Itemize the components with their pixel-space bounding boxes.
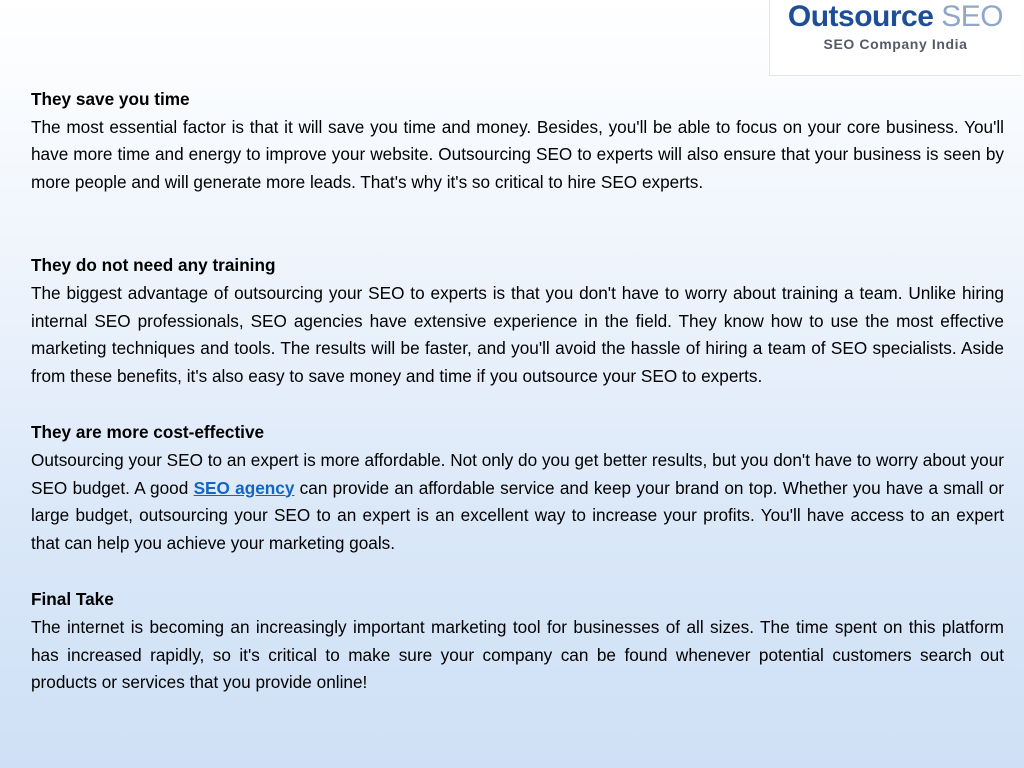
paragraph-text: can provide an affordable service and keep your brand on top. Whether you have a small or large budget, outsourcing your SEO to an expert is an excellent way to increase your profits. You'll have access to an expert that can help you achieve your marketing goals. <box>31 477 1004 553</box>
section-heading: They are more cost-effective <box>31 422 265 443</box>
section-heading: They do not need any training <box>31 255 276 276</box>
section-heading: They save you time <box>31 89 190 109</box>
spacer <box>31 390 1004 419</box>
section-heading: Final Take <box>31 589 114 610</box>
seo-agency-link[interactable]: SEO agency <box>193 477 295 498</box>
spacer <box>31 557 1004 586</box>
section-save-time <box>31 86 1004 196</box>
section-cost-effective <box>31 419 1004 557</box>
spacer <box>31 196 1004 252</box>
paragraph-text: Outsourcing your SEO to an expert is more affordable. Not only do you get better results, but you don't have to worry about your SEO budget. A good <box>31 449 1004 498</box>
article-body <box>31 86 1004 697</box>
logo-tagline: SEO Company India <box>823 36 968 52</box>
section-final-take <box>31 586 1004 696</box>
logo-word-outsource: Outsource <box>787 0 934 33</box>
logo-word-seo: SEO <box>941 0 1004 33</box>
section-paragraph: The internet is becoming an increasingly important marketing tool for businesses of all sizes. The time spent on this platform has increased rapidly, so it's critical to make sure your company can be found whenever potential customers search out products or services that you provide online! <box>31 616 1004 693</box>
section-paragraph <box>31 447 1004 557</box>
company-logo <box>769 0 1021 76</box>
section-no-training <box>31 252 1004 390</box>
section-paragraph: The biggest advantage of outsourcing your SEO to experts is that you don't have to worry about training a team. Unlike hiring internal SEO professionals, SEO agencies have extensive experience in the field. They know how to use the most effective marketing techniques and tools. The results will be faster, and you'll avoid the hassle of hiring a team of SEO specialists. Aside from these benefits, it's also easy to save money and time if you outsource your SEO to experts. <box>31 282 1004 386</box>
logo-wordmark <box>770 0 1021 34</box>
section-paragraph: The most essential factor is that it will save you time and money. Besides, you'll be able to focus on your core business. You'll have more time and energy to improve your website. Outsourcing SEO to experts will also ensure that your business is seen by more people and will generate more leads. That's why it's so critical to hire SEO experts. <box>31 116 1004 192</box>
